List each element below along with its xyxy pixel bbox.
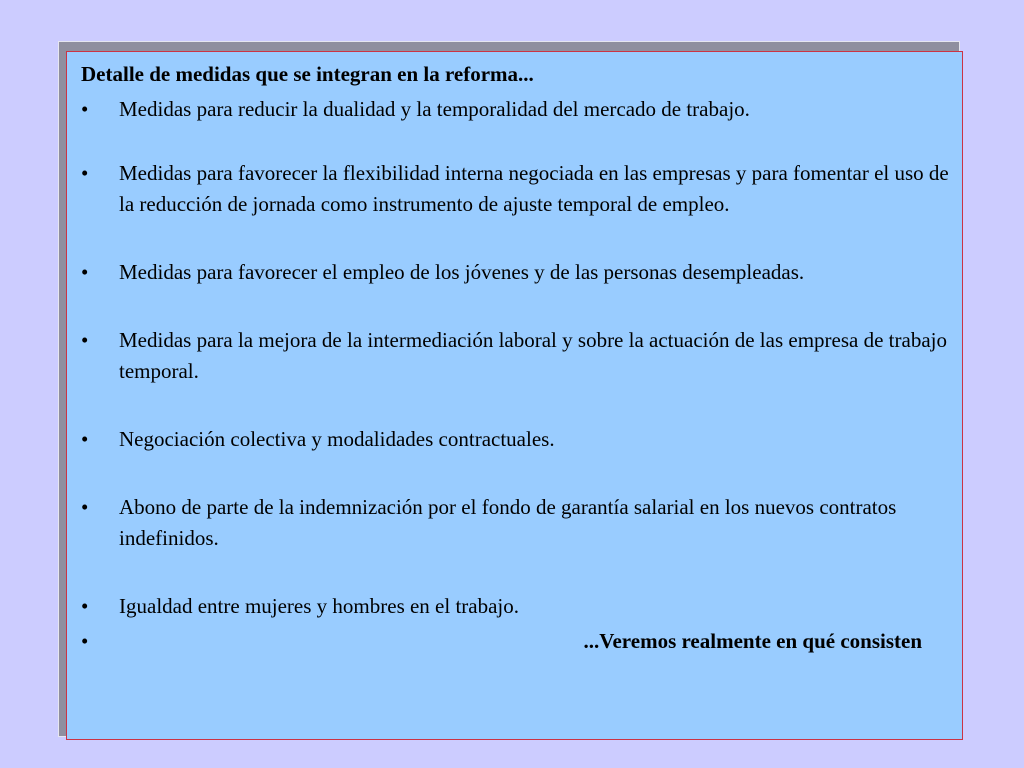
panel-heading: Detalle de medidas que se integran en la reforma... [81,62,534,86]
bullet-icon: • [81,629,89,653]
list-item [81,424,952,455]
list-item-text: Medidas para favorecer la flexibilidad interna negociada en las empresas y para fomentar el uso de la reducción de jornada como instrumento de ajuste temporal de empleo. [119,161,949,216]
bullet-list [81,94,952,125]
list-item [81,158,952,220]
bullet-icon: • [81,495,89,519]
list-item-text: Negociación colectiva y modalidades contractuales. [119,427,555,451]
list-item-text: Igualdad entre mujeres y hombres en el trabajo. [119,594,520,618]
list-item [81,257,952,288]
bullet-icon: • [81,427,89,451]
list-item-text: Medidas para la mejora de la intermediación laboral y sobre la actuación de las empresa de trabajo temporal. [119,328,947,383]
bullet-icon: • [81,260,89,284]
list-item-text: Medidas para favorecer el empleo de los jóvenes y de las personas desempleadas. [119,260,805,284]
bullet-icon: • [81,97,89,121]
list-item-closing [81,626,952,657]
bullet-list-main [81,158,952,657]
list-item-text: Abono de parte de la indemnización por el fondo de garantía salarial en los nuevos contratos indefinidos. [119,495,897,550]
list-item [81,492,952,554]
list-item-text: Medidas para reducir la dualidad y la temporalidad del mercado de trabajo. [119,97,750,121]
list-item [81,591,952,622]
bullet-icon: • [81,161,89,185]
list-item [81,94,952,125]
content-panel [66,51,963,740]
bullet-icon: • [81,328,89,352]
list-item [81,325,952,387]
closing-text: ...Veremos realmente en qué consisten [583,629,922,653]
bullet-icon: • [81,594,89,618]
